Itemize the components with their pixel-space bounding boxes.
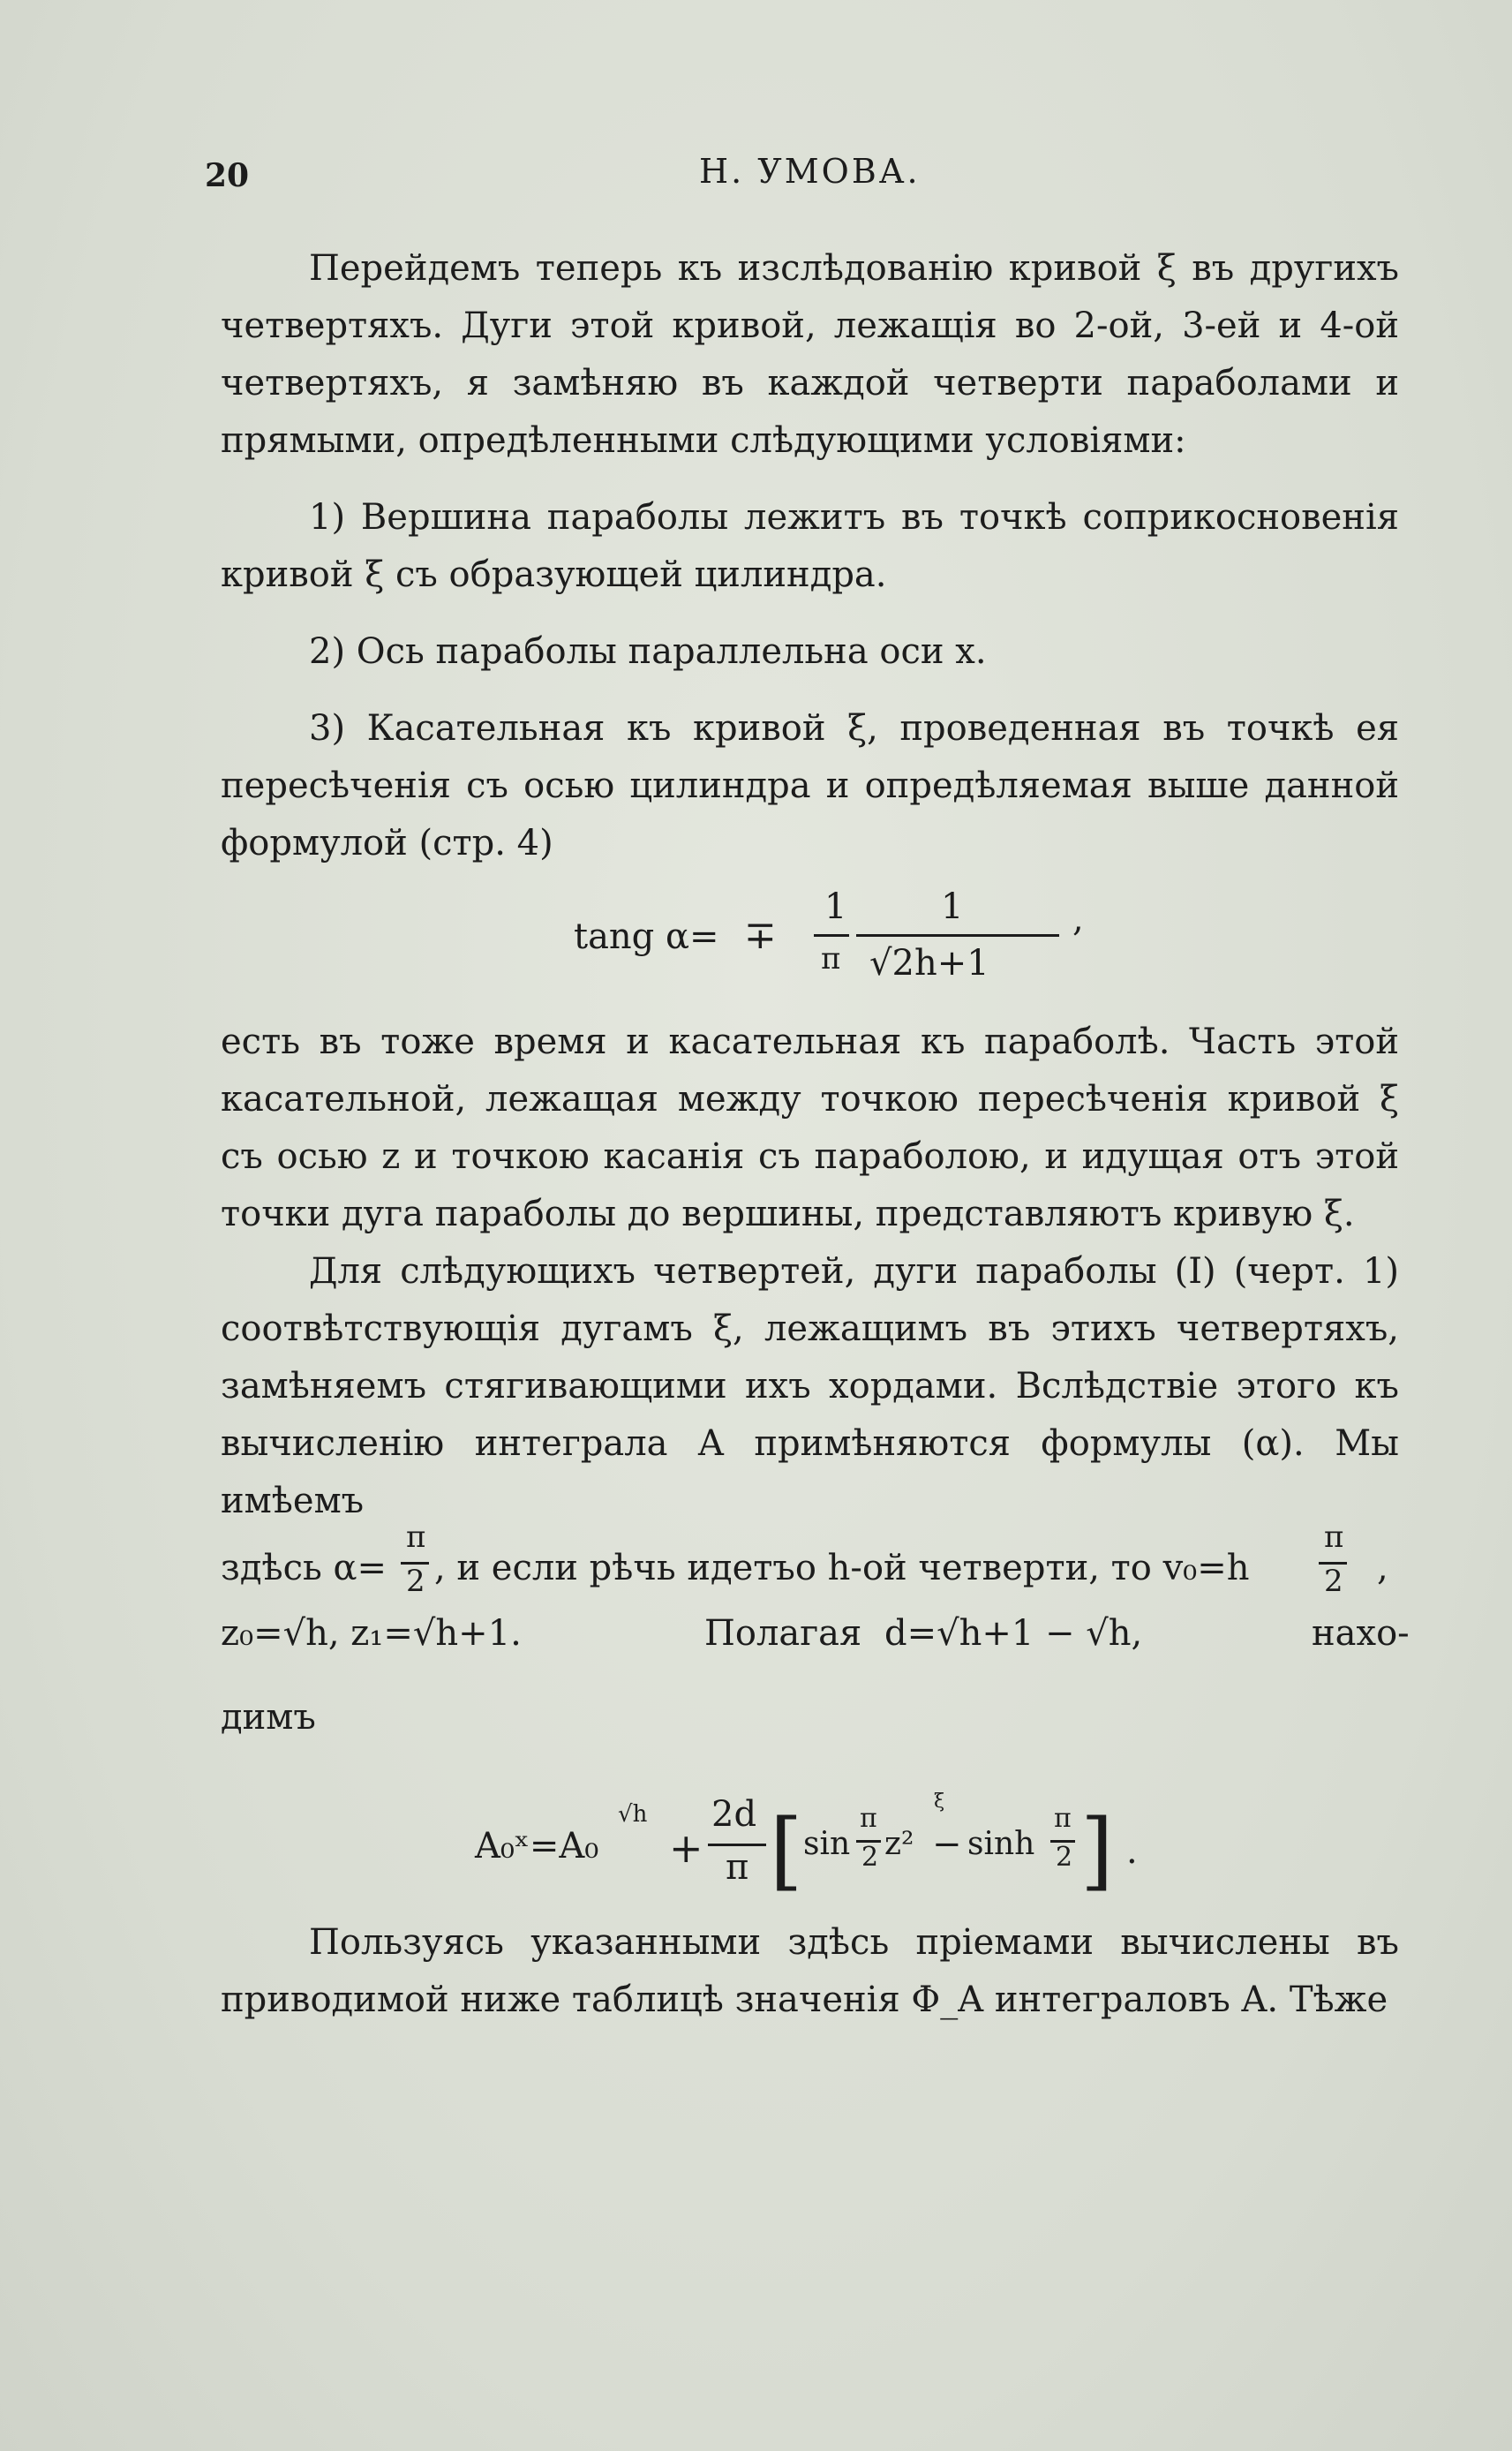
formula-tangent-num1: 1	[824, 886, 847, 927]
line-alpha	[221, 1520, 1399, 1606]
formula-tangent-sign: ∓	[744, 913, 777, 958]
formula-A-sin1: sin	[803, 1826, 851, 1862]
running-head: Н. УМОВА.	[699, 152, 921, 191]
formula-A-frac-bar	[708, 1844, 766, 1846]
page-body	[221, 240, 1410, 2029]
formula-A-z2: z²	[884, 1826, 914, 1862]
line-alpha-tail: ,	[1377, 1548, 1388, 1588]
paragraph-condition-3: 3) Касательная къ кривой ξ, проведенная въ точкѣ ея пересѣченія съ осью цилиндра и опредѣляемая выше данной формулой (стр. 4)	[221, 708, 1399, 864]
formula-A-minus: −	[932, 1824, 962, 1865]
line-alpha-frac2-den: 2	[1324, 1564, 1343, 1599]
line-alpha-frac-num: π	[406, 1520, 426, 1555]
paragraph-condition-1: 1) Вершина параболы лежитъ въ точкѣ соприкосновенія кривой ξ съ образующей цилиндра.	[221, 497, 1399, 595]
line-z-values: z₀=√h, z₁=√h+1.	[221, 1613, 522, 1654]
formula-A-frac-num: 2d	[711, 1794, 757, 1835]
paragraph-condition-2: 2) Ось параболы параллельна оси x.	[309, 631, 987, 672]
formula-tangent-den2: √2h+1	[869, 943, 989, 984]
line-z	[221, 1606, 1410, 1677]
paragraph-6: Для слѣдующихъ четвертей, дуги параболы (I) (черт. 1) соотвѣтствующія дугамъ ξ, лежащимъ въ этихъ четвертяхъ, замѣняемъ стягивающими ихъ хордами. Вслѣдствіе этого къ вычисленію интеграла A примѣняются формулы (α). Мы имѣемъ	[221, 1251, 1399, 1521]
formula-A-bracket-close: ]	[1080, 1801, 1114, 1900]
formula-A-xi: ξ	[934, 1791, 945, 1813]
formula-A-sup: √h	[618, 1801, 648, 1828]
formula-A-plus: +	[669, 1824, 703, 1872]
line-alpha-start: здѣсь α=	[221, 1548, 387, 1588]
formula-tangent-den1: π	[821, 941, 841, 977]
formula-A-pi1: π	[860, 1803, 877, 1834]
formula-A-two1: 2	[861, 1842, 879, 1873]
line-z-d: d=√h+1 − √h,	[884, 1613, 1143, 1654]
line-z-polagaya: Полагая	[704, 1613, 862, 1654]
paragraph-1: Перейдемъ теперь къ изслѣдованію кривой ξ въ другихъ четвертяхъ. Дуги этой кривой, лежащія во 2-ой, 3-ей и 4-ой четвертяхъ, я замѣняю въ каждой четверти параболами и прямыми, опредѣленными слѣдующими условіями:	[221, 248, 1399, 461]
formula-A-two2: 2	[1056, 1842, 1073, 1873]
paragraph-7: димъ	[221, 1697, 316, 1738]
formula-tangent	[221, 872, 1399, 1014]
page-number: 20	[205, 157, 250, 194]
formula-tangent-num2: 1	[941, 886, 964, 927]
formula-tangent-bar1	[814, 934, 849, 937]
paragraph-5: есть въ тоже время и касательная къ параболѣ. Часть этой касательной, лежащая между точкою пересѣченія кривой ξ съ осью z и точкою касанія съ параболою, и идущая отъ этой точки дуга параболы до вершины, представляютъ кривую ξ.	[221, 1022, 1399, 1234]
formula-tangent-lhs: tang α=	[574, 916, 719, 957]
line-alpha-frac2-num: π	[1324, 1520, 1344, 1555]
formula-A-dot: .	[1126, 1831, 1138, 1872]
line-z-nakho: нахо-	[1312, 1613, 1410, 1654]
page-header	[205, 148, 1396, 210]
formula-A-sin2: sinh	[967, 1826, 1035, 1862]
formula-A-frac-den: π	[726, 1847, 749, 1888]
formula-A-pi2: π	[1054, 1803, 1072, 1834]
formula-A-bracket-open: [	[770, 1801, 803, 1900]
formula-tangent-comma: ,	[1072, 899, 1084, 939]
paragraph-8: Пользуясь указанными здѣсь пріемами вычислены въ приводимой ниже таблицѣ значенія Φ_A интеграловъ A. Тѣже	[221, 1922, 1399, 2020]
formula-A	[221, 1746, 1399, 1914]
line-alpha-frac-den: 2	[406, 1564, 425, 1599]
formula-tangent-bar2	[856, 934, 1059, 937]
line-alpha-middle: , и если рѣчь идетъо h-ой четверти, то v₀=h	[434, 1548, 1250, 1588]
formula-A-lhs: A₀ˣ=A₀	[475, 1826, 599, 1867]
